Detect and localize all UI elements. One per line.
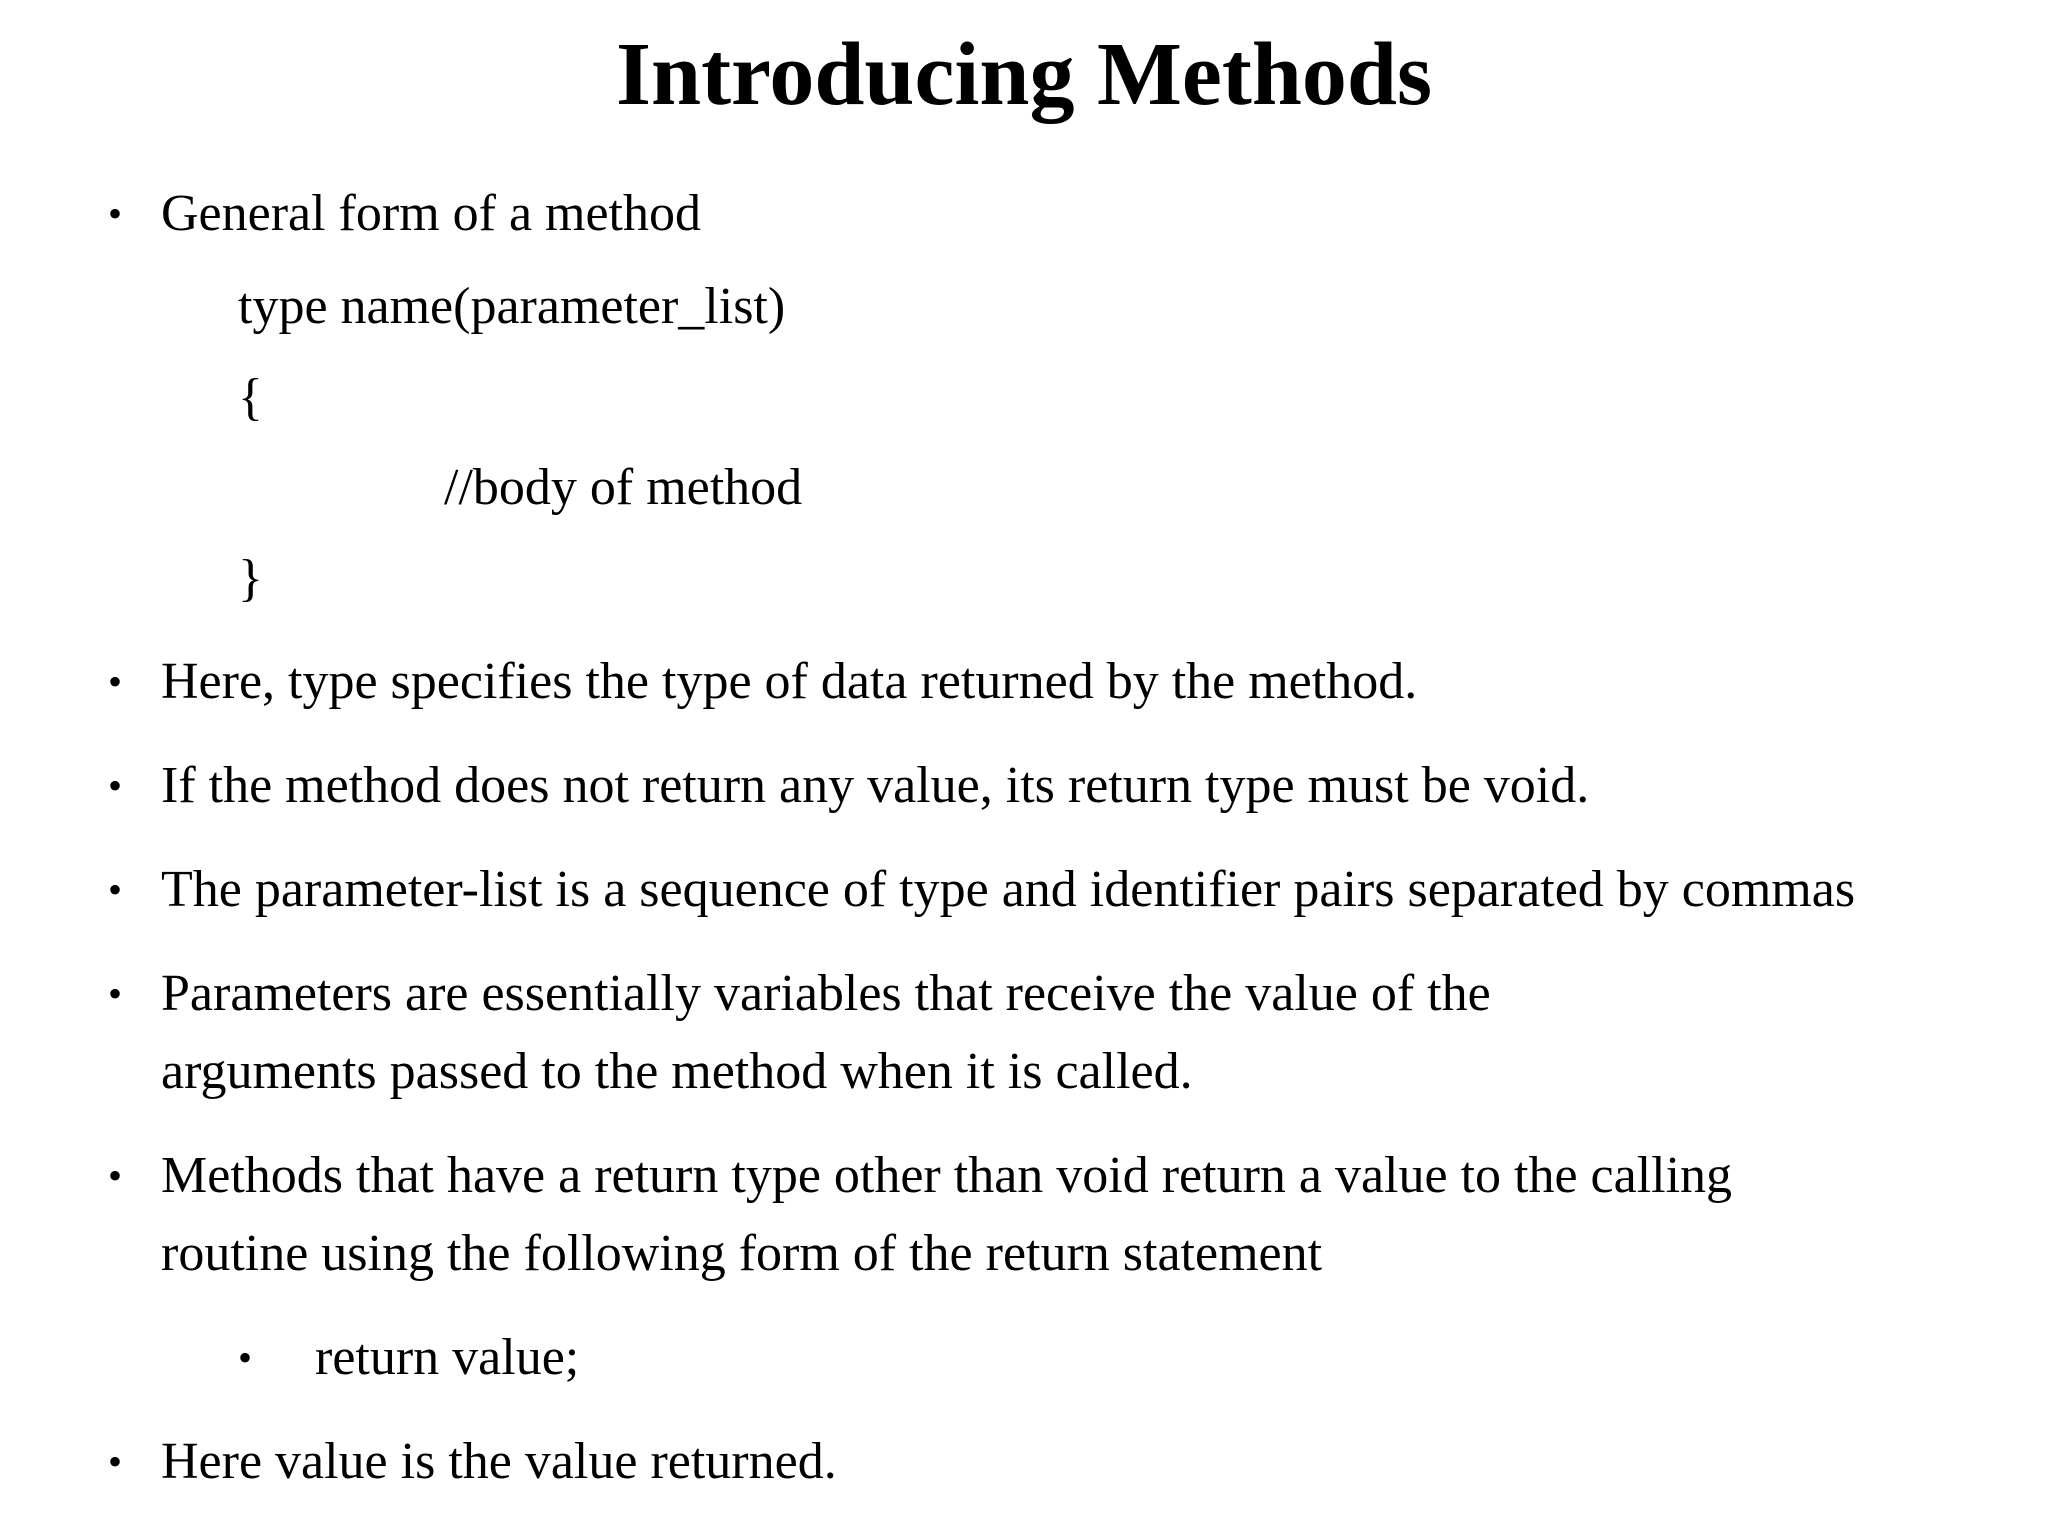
bullet-icon: • <box>108 659 123 704</box>
code-open-brace: { <box>238 369 263 426</box>
bullet-icon: • <box>108 867 123 912</box>
point-parameter-list: The parameter-list is a sequence of type and identifier pairs separated by commas <box>161 861 1856 918</box>
point-value: Here value is the value returned. <box>161 1433 837 1490</box>
slide-title: Introducing Methods <box>616 25 1432 124</box>
bullet-icon: • <box>108 763 123 808</box>
general-form-label: General form of a method <box>161 185 702 242</box>
code-body-comment: //body of method <box>444 459 803 516</box>
point-return-line2: routine using the following form of the return statement <box>161 1225 1323 1282</box>
bullet-icon: • <box>108 1439 123 1484</box>
sub-point-return-statement: return value; <box>315 1329 580 1386</box>
bullet-icon: • <box>108 1153 123 1198</box>
point-parameters-line2: arguments passed to the method when it is called. <box>161 1043 1193 1100</box>
point-type: Here, type specifies the type of data returned by the method. <box>161 653 1418 710</box>
bullet-icon: • <box>108 971 123 1016</box>
code-signature: type name(parameter_list) <box>238 278 786 335</box>
bullet-icon: • <box>108 191 123 236</box>
code-close-brace: } <box>238 550 263 607</box>
point-parameters-line1: Parameters are essentially variables that receive the value of the <box>161 965 1491 1022</box>
point-return-line1: Methods that have a return type other than void return a value to the calling <box>161 1147 1733 1204</box>
sub-bullet-icon: • <box>238 1335 253 1380</box>
point-void: If the method does not return any value, its return type must be void. <box>161 757 1590 814</box>
